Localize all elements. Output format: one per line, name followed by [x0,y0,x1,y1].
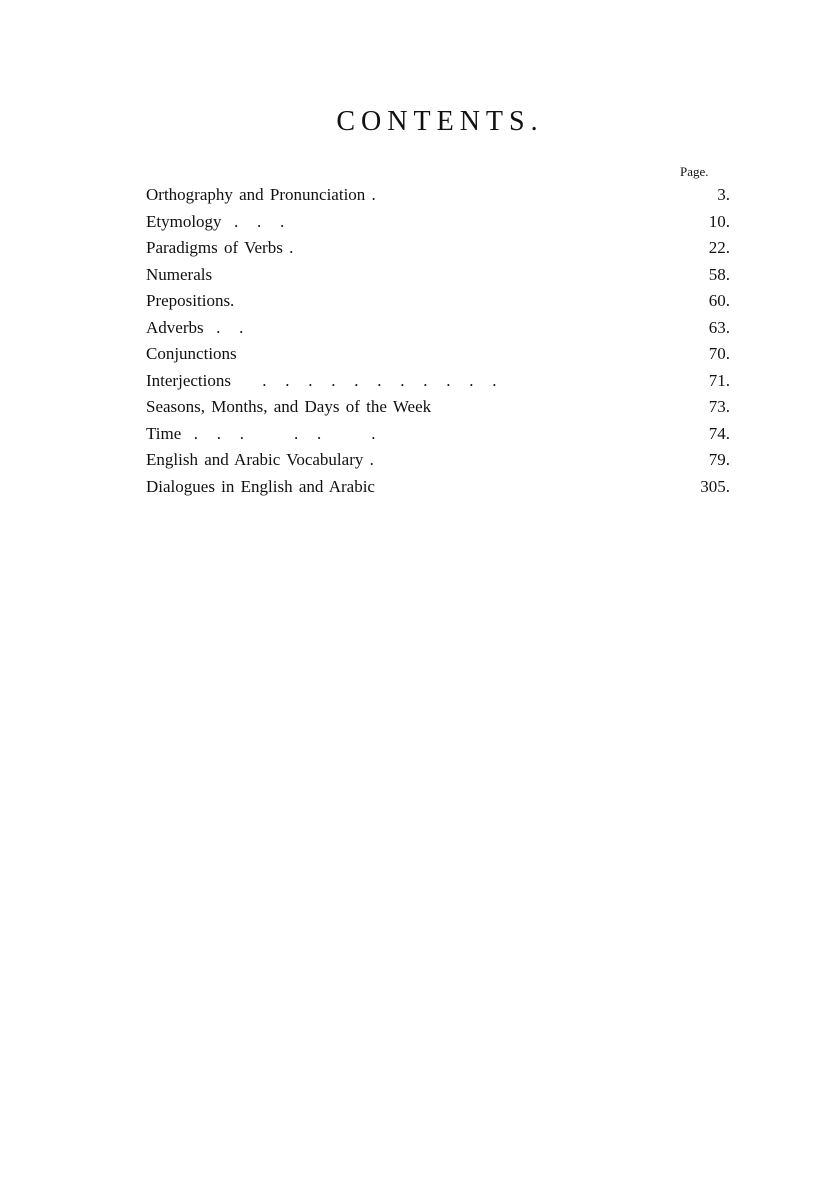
toc-entry-title: Interjections . . . . . . . . . . . [146,370,497,390]
toc-entry-page: 305. [700,476,730,496]
toc-entry [146,262,730,289]
toc-entry-page: 74. [708,423,730,443]
toc-entry-page: 3. [717,185,730,205]
toc-entry-title: Prepositions. [146,291,235,311]
toc-entry-title: Orthography and Pronunciation . [146,185,376,205]
toc-entry [146,394,730,421]
toc-entry-page: 73. [708,397,730,417]
toc-entry [146,315,730,342]
toc-entry-title: Paradigms of Verbs . [146,238,294,258]
toc-entry-title: Seasons, Months, and Days of the Week [146,397,432,417]
page-title: CONTENTS. [336,106,544,137]
toc-entry-title: Numerals [146,264,213,284]
toc-entry-page: 60. [708,291,730,311]
toc-entry-page: 79. [708,450,730,470]
toc-entry-title: Adverbs . . [146,317,244,337]
toc-entry-title: Time . . . . . . [146,423,376,443]
toc-entry [146,474,730,501]
toc-entry-title: Conjunctions [146,344,237,364]
toc-entry [146,182,730,209]
toc-entry [146,235,730,262]
toc-entry [146,368,730,395]
toc-entry-page: 58. [708,264,730,284]
toc-entry-title: English and Arabic Vocabulary . [146,450,374,470]
toc-entry-page: 70. [708,344,730,364]
toc-entry-page: 22. [708,238,730,258]
table-of-contents [146,182,730,500]
toc-entry-page: 10. [708,211,730,231]
toc-entry [146,421,730,448]
toc-entry [146,447,730,474]
toc-entry-title: Dialogues in English and Arabic [146,476,375,496]
toc-entry-page: 63. [708,317,730,337]
page-column-label: Page. [680,164,709,179]
toc-entry [146,209,730,236]
toc-entry [146,288,730,315]
toc-entry-page: 71. [708,370,730,390]
toc-entry-title: Etymology . . . [146,211,285,231]
toc-entry [146,341,730,368]
